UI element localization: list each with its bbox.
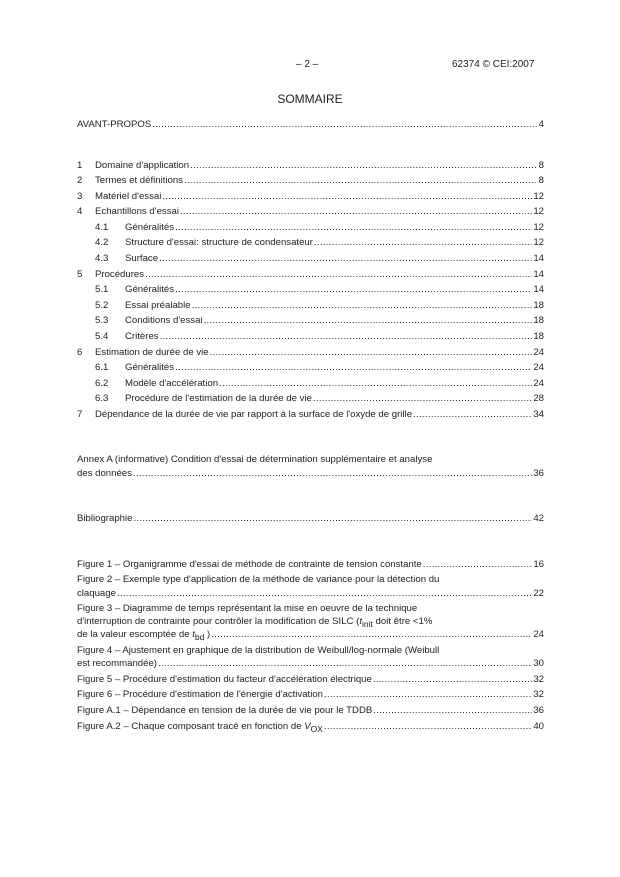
page-ref[interactable]: 30: [533, 658, 544, 670]
toc-entry[interactable]: [77, 174, 544, 187]
page-ref[interactable]: 12: [533, 190, 544, 202]
dot-leader: [423, 558, 533, 571]
entry-title: [125, 361, 174, 374]
dot-leader: [133, 512, 532, 525]
dot-leader: [373, 673, 532, 686]
toc-entry[interactable]: [77, 688, 544, 701]
entry-title: [125, 330, 159, 343]
title-segment: Figure A.1 – Dépendance en tension de la durée de vie pour le TDDB: [77, 704, 373, 716]
toc-entry[interactable]: [77, 118, 544, 131]
toc-entry-line: [77, 688, 544, 701]
title-segment: Structure d'essai: structure de condensateur: [125, 237, 313, 249]
title-segment: Termes et définitions: [95, 175, 183, 187]
toc-entry[interactable]: [77, 268, 544, 281]
title-segment: Figure 1 – Organigramme d'essai de méthode de contrainte de tension constante: [77, 558, 422, 570]
page-ref[interactable]: 24: [533, 629, 544, 641]
title-segment: Figure A.2 – Chaque composant tracé en fonction de: [77, 720, 305, 732]
entry-title: [125, 236, 313, 249]
title-segment: d'interruption de contrainte pour contrôler la modification de SILC (: [77, 616, 360, 628]
title-segment: Généralités: [125, 362, 175, 374]
toc-entry-line: [95, 377, 544, 390]
toc-entry-line: [77, 190, 544, 203]
title-segment: Domaine d'application: [95, 159, 190, 171]
title-segment: Dépendance de la durée de vie par rapport à la surface de l'oxyde de grille: [95, 408, 413, 420]
entry-title: [77, 573, 439, 586]
title-segment: V: [304, 720, 311, 732]
entry-title: [77, 453, 432, 466]
title-segment: Bibliographie: [77, 513, 133, 525]
spacer: [77, 528, 544, 558]
section-number: 3: [77, 190, 83, 202]
toc-entry[interactable]: [77, 159, 544, 172]
title-segment: AVANT-PROPOS: [77, 119, 152, 130]
entry-title: [95, 268, 144, 281]
toc-entry-line: [77, 602, 544, 615]
toc-entry[interactable]: [77, 558, 544, 571]
toc-entry[interactable]: [77, 704, 544, 717]
page-number: – 2 –: [296, 59, 319, 70]
page-ref[interactable]: 16: [533, 558, 544, 570]
toc-entry-line: [77, 346, 544, 359]
title-segment: claquage: [77, 587, 116, 599]
entry-title: [125, 314, 203, 327]
title-segment: Figure 2 – Exemple type d'application de la méthode de variance pour la détection du: [77, 574, 440, 586]
title-segment: de la valeur escomptée de: [77, 629, 193, 641]
spacer: [77, 134, 544, 159]
entry-title: [77, 688, 323, 701]
title-segment: ): [204, 629, 211, 641]
toc-entry[interactable]: [77, 377, 544, 390]
section-number: 6.1: [95, 362, 109, 374]
section-number: 1: [77, 159, 83, 171]
entry-title: [95, 408, 412, 421]
entry-title: [125, 377, 218, 390]
entry-title: [77, 558, 422, 571]
section-number: 6.2: [95, 377, 109, 389]
dot-leader: [219, 377, 532, 390]
page-ref[interactable]: 14: [533, 253, 544, 265]
toc-entry[interactable]: [77, 330, 544, 343]
dot-leader: [175, 283, 532, 296]
toc-entry-line: [77, 615, 544, 628]
page-ref[interactable]: 32: [533, 689, 544, 701]
dot-leader: [313, 392, 532, 405]
entry-title: [95, 174, 183, 187]
toc-entry-line: [77, 453, 544, 466]
toc-entry-line: [77, 205, 544, 218]
entry-title: [77, 720, 323, 733]
title-segment: est recommandée): [77, 658, 157, 670]
dot-leader: [413, 408, 532, 421]
toc-entry[interactable]: [77, 720, 544, 733]
toc-entry[interactable]: [77, 392, 544, 405]
title-segment: Figure 4 – Ajustement en graphique de la distribution de Weibull/log-normale (Weibull: [77, 645, 440, 657]
title-segment: Figure 5 – Procédure d'estimation du facteur d'accélération électrique: [77, 673, 372, 685]
toc-entry[interactable]: [77, 190, 544, 203]
toc-entry[interactable]: [77, 252, 544, 265]
toc-entry-line: [77, 573, 544, 586]
entry-title: [77, 628, 210, 641]
section-number: 4.3: [95, 253, 109, 265]
toc-entry-line: [77, 657, 544, 670]
entry-title: [77, 512, 132, 525]
dot-leader: [324, 720, 532, 733]
dot-leader: [204, 314, 533, 327]
page-ref[interactable]: 12: [533, 206, 544, 218]
page-ref[interactable]: 36: [533, 704, 544, 716]
toc-entry[interactable]: [77, 346, 544, 359]
page-ref[interactable]: 14: [533, 268, 544, 280]
dot-leader: [192, 299, 533, 312]
title-segment: Généralités: [125, 284, 175, 296]
toc-entry-line: [77, 159, 544, 172]
page-ref[interactable]: 28: [533, 393, 544, 405]
toc-entry-line: [77, 408, 544, 421]
dot-leader: [211, 628, 532, 641]
dot-leader: [175, 221, 532, 234]
dot-leader: [180, 205, 532, 218]
document-reference: 62374 © CEI:2007: [452, 59, 535, 70]
title-segment: Figure 3 – Diagramme de temps représentant la mise en oeuvre de la technique: [77, 603, 418, 615]
toc-title: SOMMAIRE: [277, 92, 343, 106]
dot-leader: [324, 688, 532, 701]
page-ref[interactable]: 24: [533, 346, 544, 358]
title-segment: Procédures: [95, 268, 145, 280]
section-number: 5.1: [95, 284, 109, 296]
section-number: 5: [77, 268, 83, 280]
dot-leader: [152, 118, 537, 131]
toc-entry[interactable]: [77, 644, 544, 670]
toc-entry[interactable]: [77, 673, 544, 686]
page-ref[interactable]: 14: [533, 284, 544, 296]
section-number: 5.3: [95, 315, 109, 327]
toc-entry[interactable]: [77, 236, 544, 249]
toc-entry-line: [77, 587, 544, 600]
entry-title: [125, 252, 158, 265]
entry-title: [77, 587, 116, 600]
toc-entry-line: [95, 299, 544, 312]
title-segment: Modèle d'accélération: [125, 377, 219, 389]
entry-title: [77, 704, 372, 717]
toc-entry-line: [95, 314, 544, 327]
dot-leader: [210, 346, 533, 359]
title-segment: Echantillons d'essai: [95, 206, 179, 218]
title-segment: Annex A (informative) Condition d'essai de détermination supplémentaire et analyse: [77, 454, 433, 466]
title-segment: Essai préalable: [125, 299, 191, 311]
dot-leader: [158, 657, 532, 670]
toc-entry[interactable]: [77, 299, 544, 312]
toc-entry-line: [77, 720, 544, 733]
entry-title: [95, 159, 189, 172]
dot-leader: [160, 330, 533, 343]
section-number: 5.2: [95, 299, 109, 311]
entry-title: [77, 673, 372, 686]
toc-entry-line: [77, 174, 544, 187]
title-segment: des données: [77, 467, 132, 479]
dot-leader: [159, 252, 532, 265]
toc-entry-line: [77, 673, 544, 686]
toc-entry-line: [95, 392, 544, 405]
page-ref[interactable]: 24: [533, 377, 544, 389]
entry-title: [77, 467, 132, 480]
section-number: 6.3: [95, 393, 109, 405]
toc-entry[interactable]: [77, 573, 544, 599]
entry-title: [77, 657, 157, 670]
spacer: [77, 482, 544, 512]
toc-entry[interactable]: [77, 602, 544, 642]
title-segment: t: [359, 616, 363, 628]
section-number: 6: [77, 346, 83, 358]
toc-entry-line: [95, 236, 544, 249]
dot-leader: [314, 236, 532, 249]
page-ref[interactable]: 40: [533, 720, 544, 732]
page-ref[interactable]: 32: [533, 673, 544, 685]
entry-title: [77, 118, 151, 131]
toc-entry-line: [95, 221, 544, 234]
page-ref[interactable]: 4: [538, 119, 544, 130]
toc-entry-line: [77, 628, 544, 641]
section-number: 7: [77, 408, 83, 420]
toc-entry[interactable]: [77, 314, 544, 327]
entry-title: [77, 615, 432, 628]
title-segment: bd: [194, 632, 205, 643]
title-segment: Surface: [125, 253, 159, 265]
spacer: [77, 423, 544, 453]
entry-title: [125, 283, 174, 296]
page-ref[interactable]: 12: [533, 221, 544, 233]
toc-entry-line: [95, 361, 544, 374]
entry-title: [77, 644, 439, 657]
entry-title: [125, 299, 191, 312]
dot-leader: [117, 587, 532, 600]
toc-entry-line: [77, 118, 544, 131]
dot-leader: [175, 361, 532, 374]
toc-entry[interactable]: [77, 361, 544, 374]
dot-leader: [162, 190, 532, 203]
toc-entry-line: [77, 558, 544, 571]
toc-entry[interactable]: [77, 512, 544, 525]
page-ref[interactable]: 18: [533, 299, 544, 311]
toc-entry-line: [95, 252, 544, 265]
entry-title: [95, 190, 161, 203]
entry-title: [77, 602, 417, 615]
dot-leader: [184, 174, 538, 187]
entry-title: [95, 346, 209, 359]
entry-title: [125, 221, 174, 234]
dot-leader: [133, 467, 532, 480]
section-number: 2: [77, 175, 83, 187]
toc-entry-line: [77, 268, 544, 281]
page-ref[interactable]: 34: [533, 408, 544, 420]
page-ref[interactable]: 12: [533, 237, 544, 249]
toc-entry[interactable]: [77, 221, 544, 234]
dot-leader: [145, 268, 532, 281]
section-number: 5.4: [95, 330, 109, 342]
toc-entry-line: [77, 467, 544, 480]
dot-leader: [190, 159, 538, 172]
section-number: 4: [77, 206, 83, 218]
title-segment: init: [362, 619, 373, 630]
table-of-contents: [77, 118, 544, 735]
toc-entry-line: [77, 512, 544, 525]
page-ref[interactable]: 24: [533, 362, 544, 374]
entry-title: [95, 205, 179, 218]
section-number: 4.1: [95, 221, 109, 233]
title-segment: Critères: [125, 330, 159, 342]
title-segment: OX: [310, 723, 323, 734]
title-segment: Estimation de durée de vie: [95, 346, 209, 358]
page-ref[interactable]: 36: [533, 467, 544, 479]
title-segment: Généralités: [125, 221, 175, 233]
title-segment: Procédure de l'estimation de la durée de vie: [125, 393, 312, 405]
page-ref[interactable]: 18: [533, 315, 544, 327]
title-segment: Figure 6 – Procédure d'estimation de l'énergie d'activation: [77, 689, 324, 701]
dot-leader: [373, 704, 532, 717]
toc-entry[interactable]: [77, 283, 544, 296]
toc-entry-line: [77, 704, 544, 717]
section-number: 4.2: [95, 237, 109, 249]
toc-entry[interactable]: [77, 408, 544, 421]
title-segment: Matériel d'essai: [95, 190, 162, 202]
page-ref[interactable]: 22: [533, 587, 544, 599]
page-ref[interactable]: 8: [538, 159, 544, 171]
entry-title: [125, 392, 312, 405]
toc-entry-line: [95, 283, 544, 296]
toc-entry[interactable]: [77, 205, 544, 218]
toc-entry-line: [95, 330, 544, 343]
title-segment: t: [192, 629, 195, 641]
toc-entry-line: [77, 644, 544, 657]
title-segment: Conditions d'essai: [125, 315, 203, 327]
page-ref[interactable]: 18: [533, 330, 544, 342]
page-ref[interactable]: 8: [538, 175, 544, 187]
toc-entry[interactable]: [77, 453, 544, 479]
title-segment: doit être <1%: [372, 616, 433, 628]
page-ref[interactable]: 42: [533, 513, 544, 525]
